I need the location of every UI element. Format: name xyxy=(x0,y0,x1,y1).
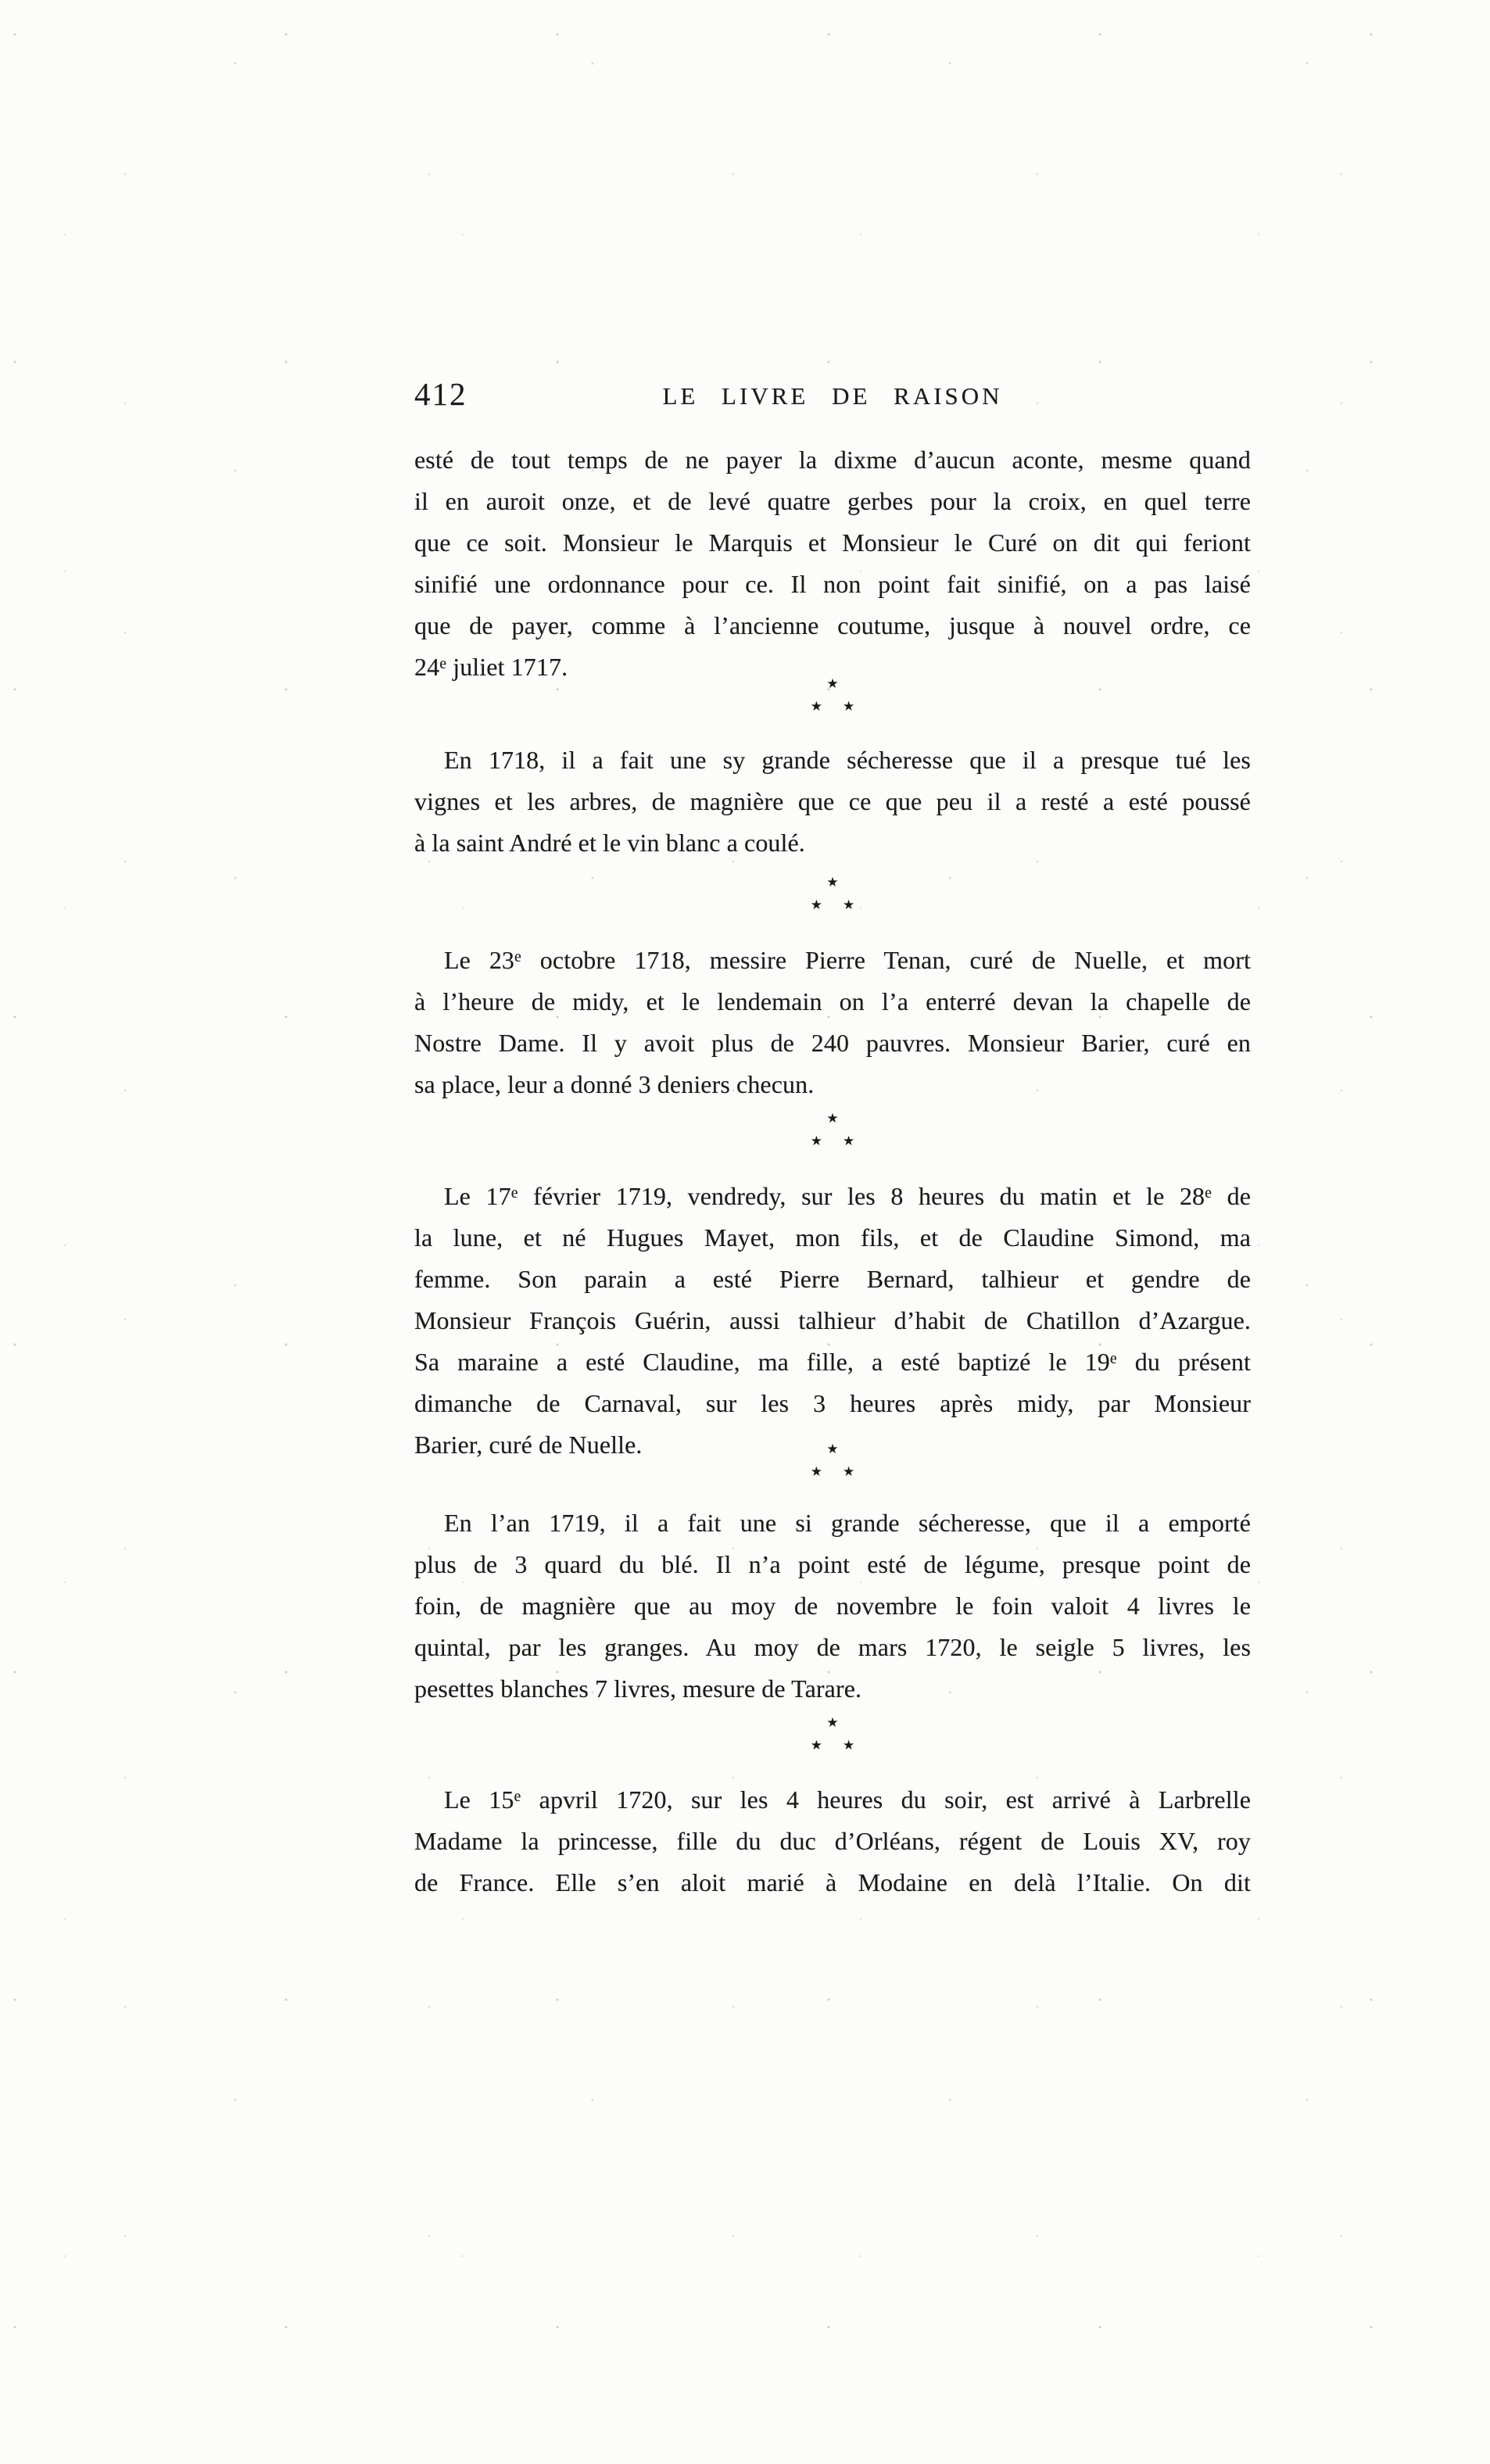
paragraph xyxy=(414,1502,1251,1710)
text-line: dimanche de Carnaval, sur les 3 heures après midy, par Monsieur xyxy=(414,1389,1251,1417)
text-line: quintal, par les granges. Au moy de mars 1720, le seigle 5 livres, les xyxy=(414,1633,1251,1661)
paragraph xyxy=(414,1176,1251,1466)
text-line: 24e juliet 1717. xyxy=(414,653,568,681)
text-line: que de payer, comme à l’ancienne coutume, jusque à nouvel ordre, ce xyxy=(414,611,1251,639)
text-line: En 1718, il a fait une sy grande sécheresse que il a presque tué les xyxy=(444,746,1251,774)
text-line: il en auroit onze, et de levé quatre gerbes pour la croix, en quel terre xyxy=(414,487,1251,515)
paragraph xyxy=(414,439,1251,688)
text-line: pesettes blanches 7 livres, mesure de Tarare. xyxy=(414,1674,862,1703)
asterism-icon: ★ ★ ★ xyxy=(810,1715,855,1753)
text-line: Le 17e février 1719, vendredy, sur les 8 heures du matin et le 28e de xyxy=(444,1182,1251,1210)
text-line: Sa maraine a esté Claudine, ma fille, a esté baptizé le 19e du présent xyxy=(414,1348,1251,1376)
text-line: sinifié une ordonnance pour ce. Il non point fait sinifié, on a pas laisé xyxy=(414,570,1251,598)
paragraph xyxy=(414,1779,1251,1904)
text-line: vignes et les arbres, de magnière que ce que peu il a resté a esté poussé xyxy=(414,787,1251,815)
asterism-icon: ★ ★ ★ xyxy=(810,875,855,913)
paragraph xyxy=(414,940,1251,1105)
text-line: à l’heure de midy, et le lendemain on l’a enterré devan la chapelle de xyxy=(414,987,1251,1015)
text-line: esté de tout temps de ne payer la dixme d’aucun aconte, mesme quand xyxy=(414,446,1251,474)
text-line: Le 15e apvril 1720, sur les 4 heures du soir, est arrivé à Larbrelle xyxy=(444,1785,1252,1814)
asterism-icon: ★ ★ ★ xyxy=(810,676,855,714)
paragraph xyxy=(414,740,1251,864)
asterism-icon: ★ ★ ★ xyxy=(810,1111,855,1149)
text-line: Monsieur François Guérin, aussi talhieur d’habit de Chatillon d’Azargue. xyxy=(414,1306,1251,1334)
text-line: Barier, curé de Nuelle. xyxy=(414,1431,643,1459)
text-line: Le 23e octobre 1718, messire Pierre Tenan, curé de Nuelle, et mort xyxy=(444,946,1252,974)
text-line: de France. Elle s’en aloit marié à Modaine en delà l’Italie. On dit xyxy=(414,1868,1251,1896)
text-line: Madame la princesse, fille du duc d’Orléans, régent de Louis XV, roy xyxy=(414,1827,1251,1855)
text-line: que ce soit. Monsieur le Marquis et Monsieur le Curé on dit qui feriont xyxy=(414,528,1251,557)
running-title: LE LIVRE DE RAISON xyxy=(662,382,1003,410)
asterism-icon: ★ ★ ★ xyxy=(810,1442,855,1480)
text-line: la lune, et né Hugues Mayet, mon fils, et de Claudine Simond, ma xyxy=(414,1223,1251,1252)
text-line: Nostre Dame. Il y avoit plus de 240 pauvres. Monsieur Barier, curé en xyxy=(414,1029,1251,1057)
page-number: 412 xyxy=(414,376,467,412)
text-line: plus de 3 quard du blé. Il n’a point esté de légume, presque point de xyxy=(414,1550,1251,1578)
text-line: à la saint André et le vin blanc a coulé. xyxy=(414,829,805,857)
text-line: foin, de magnière que au moy de novembre le foin valoit 4 livres le xyxy=(414,1592,1251,1620)
text-line: sa place, leur a donné 3 deniers checun. xyxy=(414,1070,815,1098)
text-line: femme. Son parain a esté Pierre Bernard, talhieur et gendre de xyxy=(414,1265,1251,1293)
text-line: En l’an 1719, il a fait une si grande sécheresse, que il a emporté xyxy=(444,1509,1251,1537)
